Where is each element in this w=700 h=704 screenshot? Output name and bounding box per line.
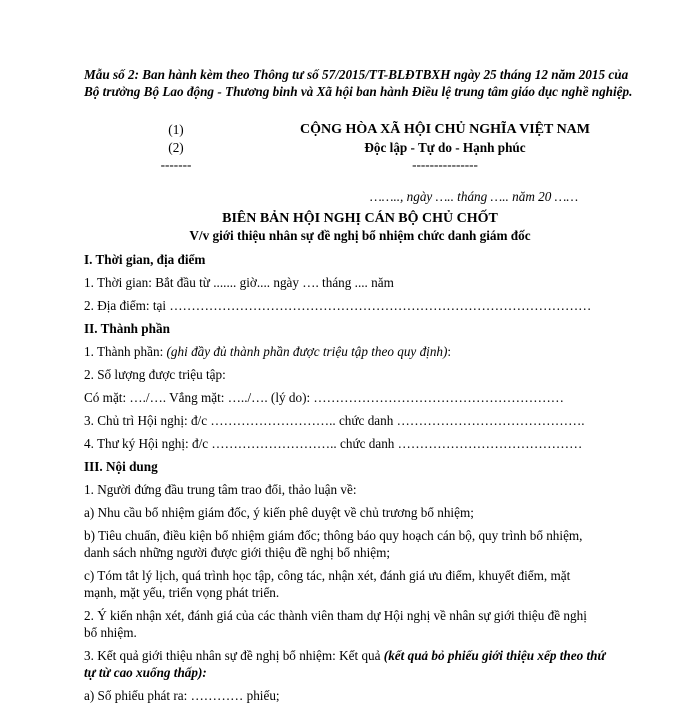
section2-item4: 4. Thư ký Hội nghị: đ/c ……………………….. chức danh …………………………………… xyxy=(84,436,583,451)
section2-item1 xyxy=(84,344,451,360)
national-motto-divider: --------------- xyxy=(412,157,478,172)
section3-item2-line1: 2. Ý kiến nhận xét, đánh giá của các thành viên tham dự Hội nghị về nhân sự giới thiệu đề nghị xyxy=(84,608,587,623)
section1-item2: 2. Địa điểm: tại …………………………………………………………………………………… xyxy=(84,298,592,313)
section1-item1: 1. Thời gian: Bắt đầu từ ....... giờ.... ngày …. tháng .... năm xyxy=(84,275,394,290)
section3-item1a: a) Nhu cầu bổ nhiệm giám đốc, ý kiến phê duyệt về chủ trương bổ nhiệm; xyxy=(84,505,474,520)
national-title: CỘNG HÒA XÃ HỘI CHỦ NGHĨA VIỆT NAM xyxy=(299,122,590,137)
section3-item3-line1 xyxy=(84,648,605,664)
left-header-line2: (2) xyxy=(168,140,184,155)
section2-item3: 3. Chủ trì Hội nghị: đ/c ……………………….. chức danh ……………………………………. xyxy=(84,413,585,428)
form-header-note-text: Ban hành kèm theo Thông tư số 57/2015/TT-BLĐTBXH ngày 25 tháng 12 năm 2015 của Bộ trưởng Bộ Lao động - Thương binh và Xã hội ban hành Điều lệ trung tâm giáo dục nghề nghiệp. xyxy=(84,67,633,99)
left-header-line1: (1) xyxy=(168,122,184,137)
section3-item1b-line2: danh sách những người được giới thiệu đề nghị bổ nhiệm; xyxy=(84,545,391,560)
date-line: …….., ngày ….. tháng ….. năm 20 …… xyxy=(370,189,579,204)
section2-attendance: Có mặt: …./…. Vắng mặt: …../…. (lý do): ………………………………………………… xyxy=(84,390,564,405)
section3-item1: 1. Người đứng đầu trung tâm trao đổi, thảo luận về: xyxy=(84,482,357,497)
section2-item1-suffix: : xyxy=(447,344,452,359)
national-motto: Độc lập - Tự do - Hạnh phúc xyxy=(364,140,526,155)
document-title: BIÊN BẢN HỘI NGHỊ CÁN BỘ CHỦ CHỐT xyxy=(222,211,498,226)
section3-item1c-line1: c) Tóm tắt lý lịch, quá trình học tập, công tác, nhận xét, đánh giá ưu điểm, khuyết điểm, mặt xyxy=(84,568,571,583)
section2-item1-note: (ghi đầy đủ thành phần được triệu tập theo quy định) xyxy=(166,344,448,359)
section3-item3-note: (kết quả bỏ phiếu giới thiệu xếp theo thứ xyxy=(383,648,606,663)
document-subtitle: V/v giới thiệu nhân sự đề nghị bổ nhiệm chức danh giám đốc xyxy=(189,228,531,243)
form-header-note xyxy=(84,66,644,100)
section3-item1c-line2: mạnh, mặt yếu, triển vọng phát triển. xyxy=(84,585,280,600)
section3-item3-prefix: 3. Kết quả giới thiệu nhân sự đề nghị bổ nhiệm: Kết quả xyxy=(84,648,384,663)
form-number-label: Mẫu số 2: xyxy=(84,67,139,82)
section3-item3-line2: tự từ cao xuống thấp): xyxy=(84,665,207,680)
section1-heading: I. Thời gian, địa điểm xyxy=(84,252,206,267)
section3-item3a: a) Số phiếu phát ra: ………… phiếu; xyxy=(84,688,280,703)
section2-item2: 2. Số lượng được triệu tập: xyxy=(84,367,226,382)
section2-heading: II. Thành phần xyxy=(84,321,170,336)
section3-item1b-line1: b) Tiêu chuẩn, điều kiện bổ nhiệm giám đốc; thông báo quy hoạch cán bộ, quy trình bổ nhiệm, xyxy=(84,528,583,543)
section3-item2-line2: bổ nhiệm. xyxy=(84,625,137,640)
section2-item1-prefix: 1. Thành phần: xyxy=(84,344,167,359)
left-header-line3: ------- xyxy=(160,157,192,172)
section3-heading: III. Nội dung xyxy=(84,459,158,474)
